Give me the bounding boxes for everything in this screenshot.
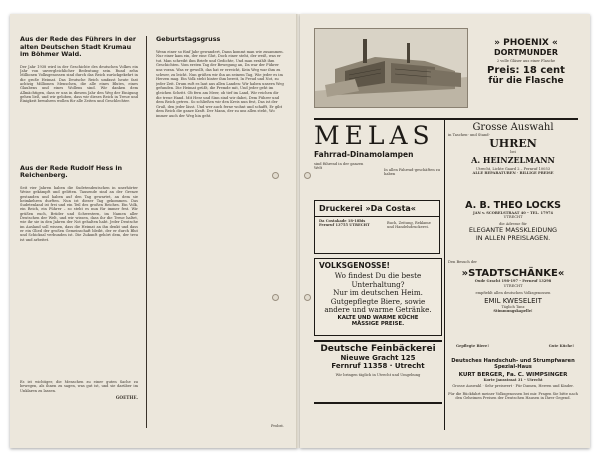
stadtschaenke-beer: Gepflegte Biere! [456,344,489,348]
baeckerei-name: Deutsche Feinbäckerei [320,344,436,354]
article1-body: Der Jahr 1938 wird in der Geschichte des deutschen Volkes ein Jahr von unvergleichlicher Bedeutung sein. Rund zehn Millionen Volksgenossen sind durch das Reich zurückgekehrt in die große Heimat. Das Deutsche Reich umfasst heute fast achtzig Millionen Menschen, die alle eines Blutes, eines Glaubens und eines Wollens sind. Wir danken dem Allmächtigen, dass er uns in diesem Jahr den Weg der Einigung gehen ließ, und wir geloben, dass wir dieses Reich in Treue und Einigkeit bewahren wollen für alle Zeiten und Geschlechter. [20,64,138,104]
heinzelmann-t1: Grosse Auswahl [472,122,554,133]
volksgenosse-l3: Nur im deutschen Heim. [333,288,423,298]
locks-t3: IN ALLEN PREISLAGEN. [475,233,551,242]
punch-hole-icon [272,172,279,179]
rule-mid [314,340,442,342]
stadtschaenke-city: UTRECHT [503,283,523,288]
melas-sub1: sind führend in der ganzen Welt [314,162,364,171]
phoenix-name: » PHOENIX « [494,38,558,48]
phoenix-price: Preis: 18 cent [487,65,565,77]
volksgenosse-head: VOLKSGENOSSE! [319,261,390,270]
melas-name: MELAS [314,121,435,150]
dacosta-ad [314,200,440,254]
poem-title: Geburtstagsgruss [156,35,221,43]
heinzelmann-t6: ALLE REPARATUREN · BILLIGE PREISE [472,170,554,175]
baeckerei-note: Wir bringen täglich in Utrecht und Umgebung [335,373,421,377]
volksgenosse-ad [314,258,442,336]
baeckerei-ad [314,344,442,398]
heinzelmann-ad [448,122,578,198]
rule-bottom [314,402,442,404]
factory-illustration [314,28,468,108]
volksgenosse-l7: MÄSSIGE PREISE. [351,320,405,327]
stadtschaenke-addr: Oude Gracht 198-197 – Fernruf 13298 [474,279,552,284]
factory-icon [315,29,467,107]
article2-body: Seit vier Jahren haben die Sudetendeutschen in unerhörter Weise gekämpft und gelitten. Tausende sind an der Grenze gestanden und haben auf den Tag gewartet, an dem sie heimkehren durften. Nun ist dieser Tag gekommen. Das Sudetenland ist frei und ein Teil des großen Reiches. Ein Volk, ein Reich, ein Führer – so steht es nun für immer fest. Wir grüßen euch, Brüder und Schwestern, im Namen aller Deutschen der Welt, und wir wissen, dass ihr die Treue haltet, wie ihr sie in den Jahren der Not gehalten habt. Jeder Deutsche im Ausland soll wissen, dass die Heimat an ihn denkt und dass er ein Glied der großen Gemeinschaft bleibt, der er durch Blut und Schicksal verbunden ist. Die Zukunft gehört dem, der treu ist und arbeitet. [20,185,138,242]
right-page [300,14,590,448]
locks-t1: die Adresse für [499,221,527,226]
right-divider [444,118,445,430]
locks-t2: ELEGANTE MASSKLEIDUNG [468,225,558,234]
handschuh-t4: Korte Jansstraat 31 – Utrecht [483,378,543,382]
stadtschaenke-stim: Stimmungskapelle! [493,309,533,314]
punch-hole-icon [304,294,311,301]
heinzelmann-t4: bei [510,150,516,155]
heinzelmann-t2: in Taschen- und Stand- [448,133,490,137]
locks-addr: JAN v. SCORELSTRAAT 40 – TEL. 17974 [473,211,553,215]
stadtschaenke-rec: empfiehlt allen deutschen Volksgenossen [475,290,551,295]
left-column [20,36,138,400]
stadtschaenke-owner: EMIL KWESELEIT [484,297,542,306]
quote-text: Es ist wichtiger, die Menschen zu einer guten Sache zu bewegen, als ihnen zu sagen, was gut ist, und sie darüber im Unklaren zu lassen. [20,379,138,393]
handschuh-t6: Für die Rückfahrt meiner Volksgenossen bei mir. Fragen Sie bitte nach den Geheimen Preisen der Deutschen Hausen in Ihrer Gegend. [448,391,578,400]
handschuh-t1: Deutsches Handschuh- und Strumpfwaren [451,358,575,364]
handschuh-ad [448,358,578,428]
phoenix-ad [476,30,576,106]
volksgenosse-l5: andere und warme Getränke. [324,305,432,315]
column-divider [146,36,147,428]
heinzelmann-t5: A. HEINZELMANN [471,154,555,165]
stadtschaenke-daily: Täglich Tanz [501,305,525,310]
handschuh-t3: KURT BERGER, Fa. C. WIMPSINGER [458,372,568,378]
quote-author: GOETHE. [115,394,138,400]
left-page [10,14,298,448]
stadtschaenke-ad [448,260,578,352]
melas-ad [314,122,442,194]
stadtschaenke-pre: Den Besuch der [448,260,478,264]
heinzelmann-addr: Utrecht, Lichte Gaard 2 – Fernruf 10053 [475,166,551,171]
phoenix-sub: 2 volle Gläser aus einer Flasche [496,59,556,63]
locks-ad [448,200,578,256]
volksgenosse-l2: Unterhaltung? [351,279,405,289]
poem-body: Wenn einer so fünf Jahr gewandert, Dann kommt man wie zusammen. Nur einer kam ein, der eine Glut, Doch einer steht, der weiß, was er tut. Man schreibt ihm Briefe und Gedichte, Und man erzählt ihm Geschichten. Vom ersten Tag der Bewegung an, Da war der Führer uns voran. Was er gewollt, das hat er erreicht, Kein Weg war ihm zu schwer, zu leicht. Nun grüßen wir ihn an seinem Tag, Wie jeder es im Herzen mag. Ein Volk steht hinter ihm bereit, In Freud und Not, zu jeder Zeit. Drum ruft es laut aus allen Landen: Wir haben unsern Weg gefunden. Die Heimat grüßt, die Fremde mit, Und jeder geht im gleichen Schritt. Ob fern am Meer, ob tief im Land, Wir reichen dir die treue Hand. Mit Herz und Sinn sind wir dabei, Dem Führer und dem Reich getreu. So schließen wir den Kreis nun fest, Das ist der Gruß, den jeder lässt. Und wer auch ferne wohnt und schafft, Er gibt dem Reich die ganze Kraft. Der Mann, der zu uns allen steht, Wo immer auch der Weg hin geht. [156,49,284,118]
dacosta-addr: Da Costakade 18-18bis Fernruf 13755 UTRECHT [319,219,370,228]
stadtschaenke-kitchen: Gute Küche! [548,344,574,348]
volksgenosse-l6: KALTE UND WARME KÜCHE [337,314,419,321]
handschuh-t5: Grosse Auswahl · Sehr preiswert · Für Damen, Herren und Kinder. [452,384,574,389]
phoenix-per: für die Flasche [488,76,564,87]
volksgenosse-l4: Gutgepflegte Biere, sowie [330,296,426,306]
volksgenosse-l1: Wo findest Du die beste [334,271,422,280]
handschuh-t2: Spezial-Haus [494,364,532,370]
poem-author: Probst. [270,423,284,428]
stadtschaenke-name: »STADTSCHÄNKE« [461,268,565,280]
locks-city: UTRECHT [503,215,523,220]
rule-top [314,118,578,120]
dacosta-name: Druckerei »Da Costa« [315,201,439,217]
baeckerei-phone: Fernruf 11358 · Utrecht [331,362,425,370]
baeckerei-addr: Nieuwe Gracht 125 [340,354,416,362]
melas-sub2: In allen Fahrrad-geschäften zu haben [384,168,441,177]
heinzelmann-t3: UHREN [489,137,537,151]
right-column [156,36,284,428]
dacosta-services: Buch, Zeitung, Reklame und Handelsdruckerei. [387,221,431,230]
phoenix-place: DORTMUNDER [493,48,559,57]
punch-hole-icon [304,172,311,179]
melas-line: Fahrrad-Dinamolampen [314,150,414,159]
punch-hole-icon [272,294,279,301]
locks-name: A. B. THEO LOCKS [465,200,561,211]
article2-title: Aus der Rede Rudolf Hess in Reichenberg. [20,163,123,180]
article1-title: Aus der Rede des Führers in der alten Deutschen Stadt Krumau im Böhmer Wald. [20,35,136,59]
